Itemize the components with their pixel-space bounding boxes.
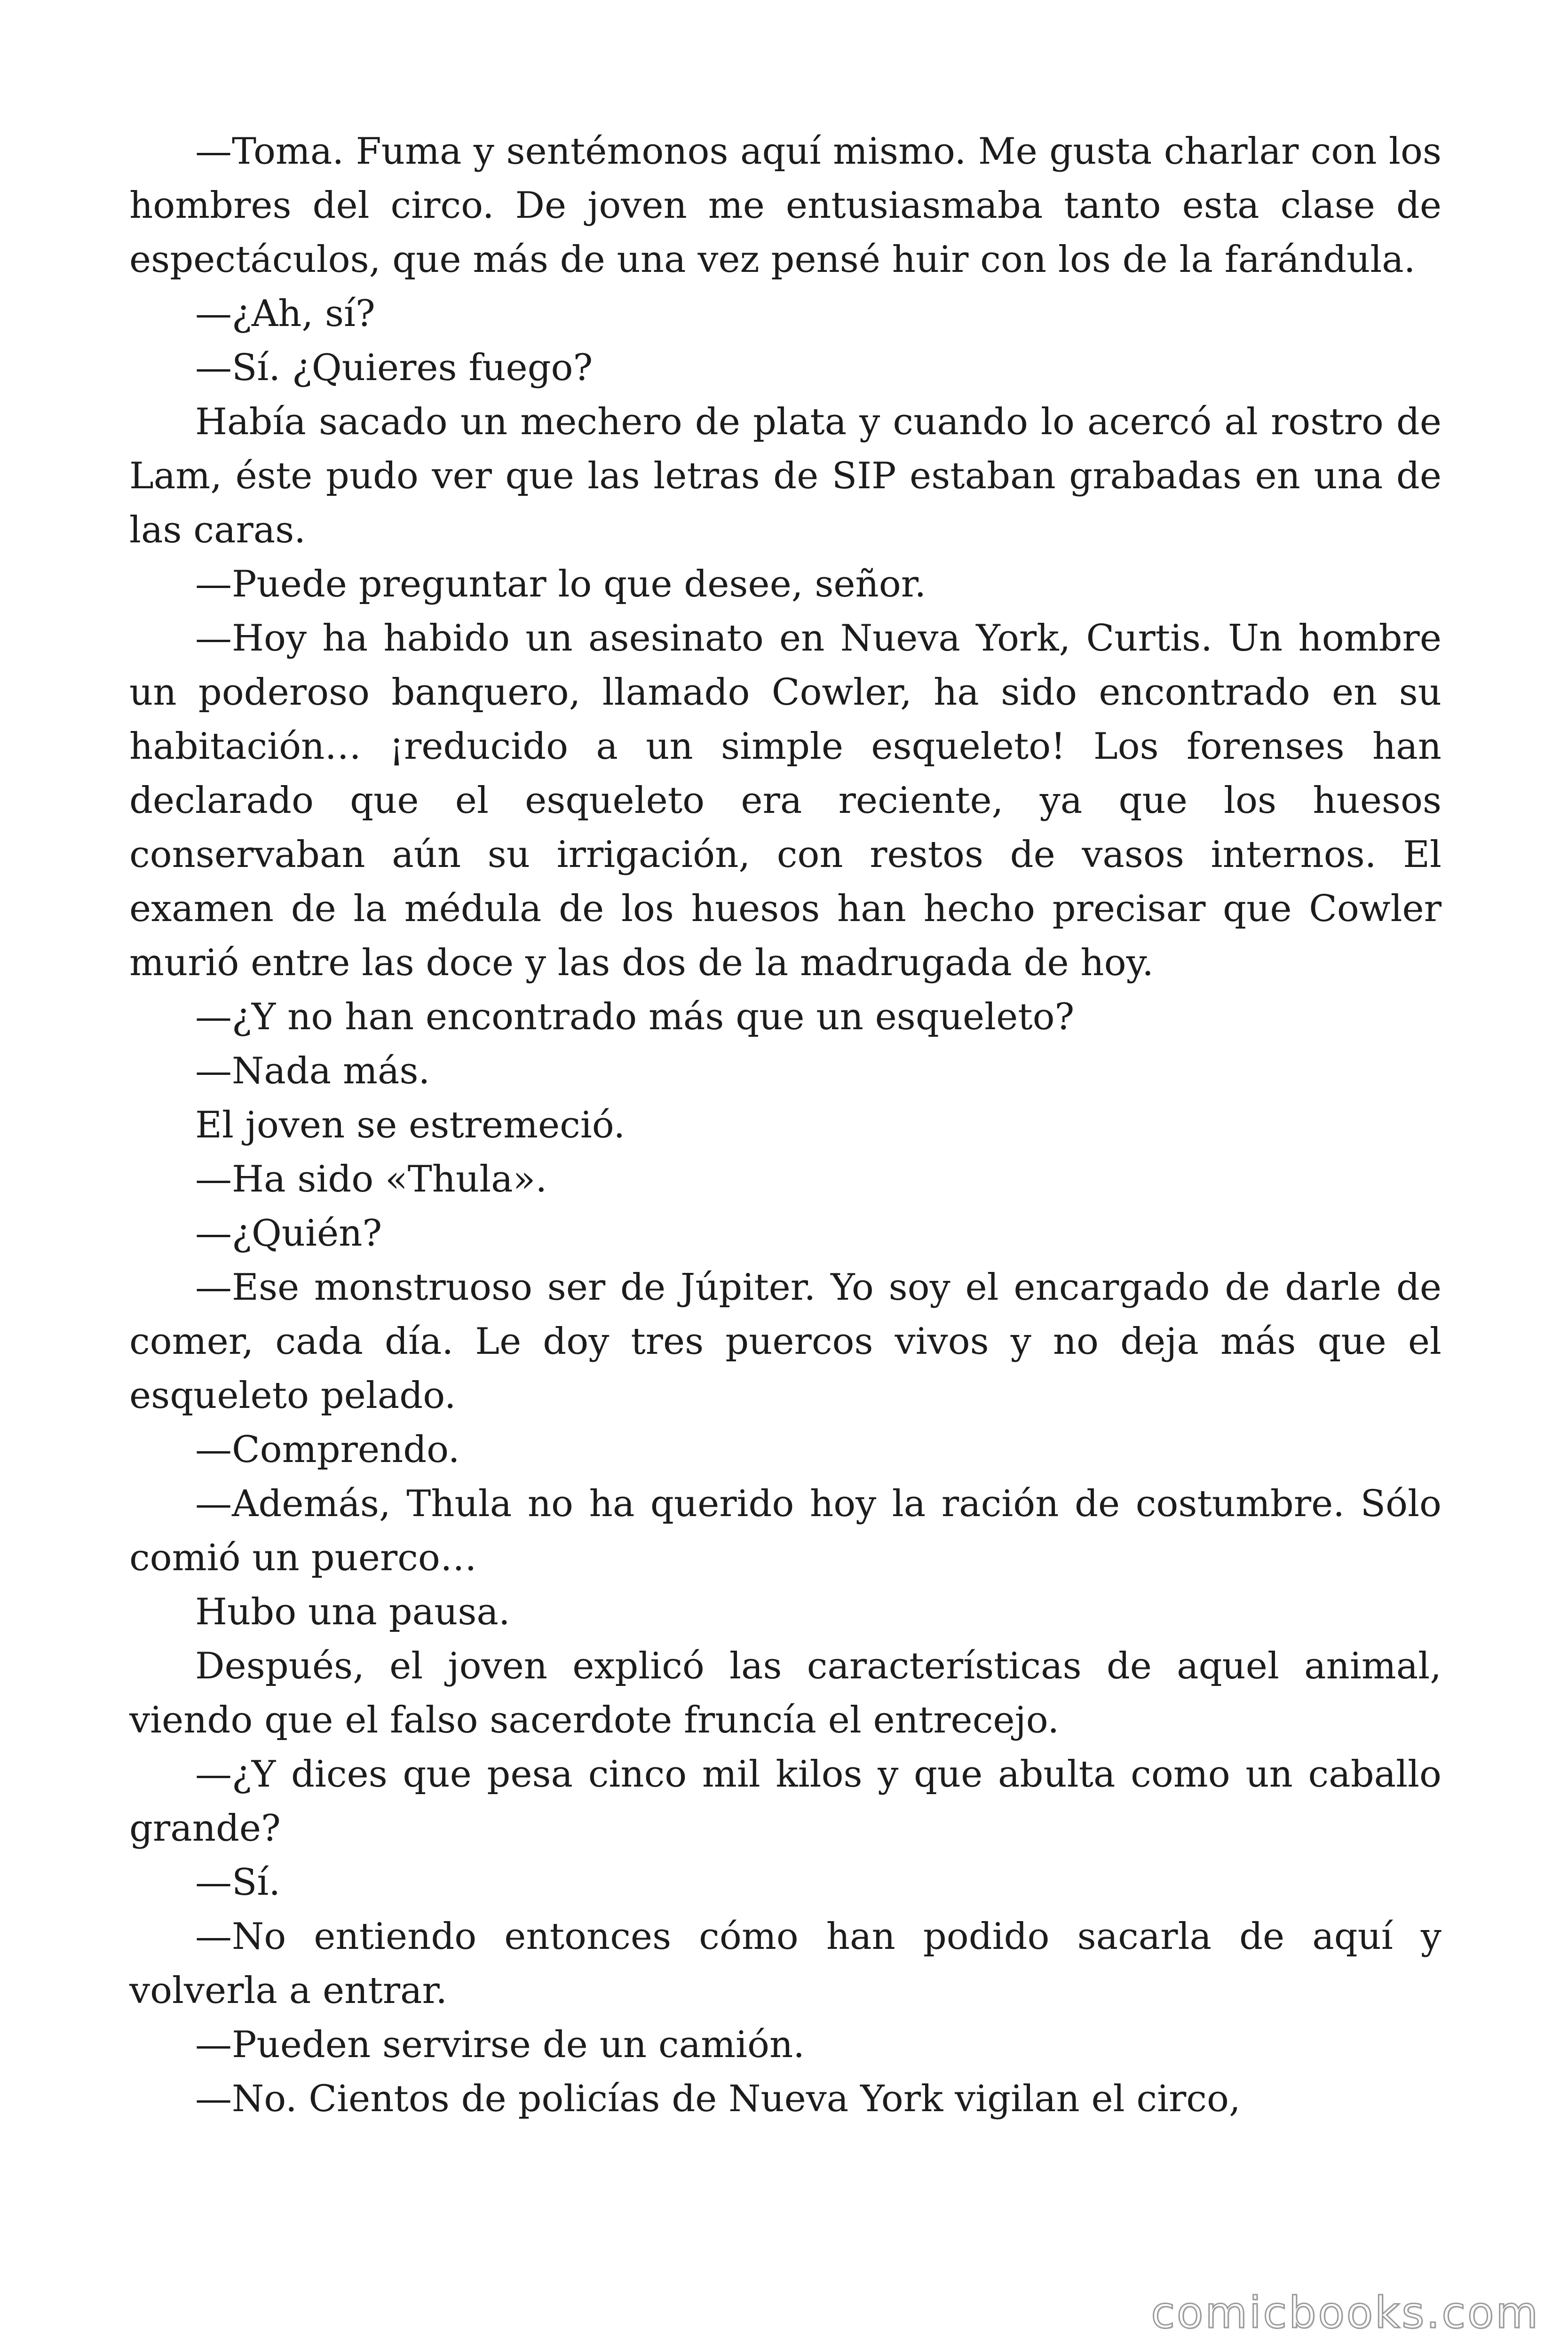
paragraph-12: —Ese monstruoso ser de Júpiter. Yo soy el encargado de darle de comer, cada día. Le doy tres puercos vivos y no deja más que el esqueleto pelado.: [129, 1266, 1441, 1417]
paragraph-4: Había sacado un mechero de plata y cuando lo acercó al rostro de Lam, éste pudo ver que las letras de SIP estaban grabadas en una de las caras.: [129, 401, 1441, 551]
page-body-text: [129, 125, 1441, 2126]
paragraph-15: Hubo una pausa.: [195, 1591, 510, 1633]
paragraph-9: El joven se estremeció.: [195, 1104, 626, 1146]
paragraph-3: —Sí. ¿Quieres fuego?: [195, 347, 593, 389]
paragraph-2: —¿Ah, sí?: [195, 293, 375, 335]
paragraph-17: —¿Y dices que pesa cinco mil kilos y que abulta como un caballo grande?: [129, 1753, 1441, 1850]
paragraph-20: —Pueden servirse de un camión.: [195, 2024, 805, 2066]
paragraph-14: —Además, Thula no ha querido hoy la ración de costumbre. Sólo comió un puerco…: [129, 1483, 1441, 1579]
watermark-logo: comicbooks.com: [1151, 2288, 1540, 2338]
paragraph-7: —¿Y no han encontrado más que un esqueleto?: [195, 996, 1075, 1038]
paragraph-8: —Nada más.: [195, 1050, 430, 1092]
paragraph-1: —Toma. Fuma y sentémonos aquí mismo. Me gusta charlar con los hombres del circo. De joven me entusiasmaba tanto esta clase de espectáculos, que más de una vez pensé huir con los de la farándula.: [129, 130, 1441, 281]
paragraph-11: —¿Quién?: [195, 1212, 382, 1255]
paragraph-13: —Comprendo.: [195, 1429, 460, 1471]
paragraph-21: —No. Cientos de policías de Nueva York vigilan el circo,: [195, 2078, 1241, 2120]
paragraph-6: —Hoy ha habido un asesinato en Nueva York, Curtis. Un hombre un poderoso banquero, llamado Cowler, ha sido encontrado en su habitación… ¡reducido a un simple esqueleto! Los forenses han declarado que el esqueleto era reciente, ya que los huesos conservaban aún su irrigación, con restos de vasos internos. El examen de la médula de los huesos han hecho precisar que Cowler murió entre las doce y las dos de la madrugada de hoy.: [129, 617, 1441, 984]
paragraph-10: —Ha sido «Thula».: [195, 1158, 547, 1200]
paragraph-18: —Sí.: [195, 1861, 281, 1904]
paragraph-5: —Puede preguntar lo que desee, señor.: [195, 563, 927, 605]
paragraph-19: —No entiendo entonces cómo han podido sacarla de aquí y volverla a entrar.: [129, 1915, 1441, 2012]
paragraph-16: Después, el joven explicó las características de aquel animal, viendo que el falso sacerdote fruncía el entrecejo.: [129, 1645, 1441, 1741]
